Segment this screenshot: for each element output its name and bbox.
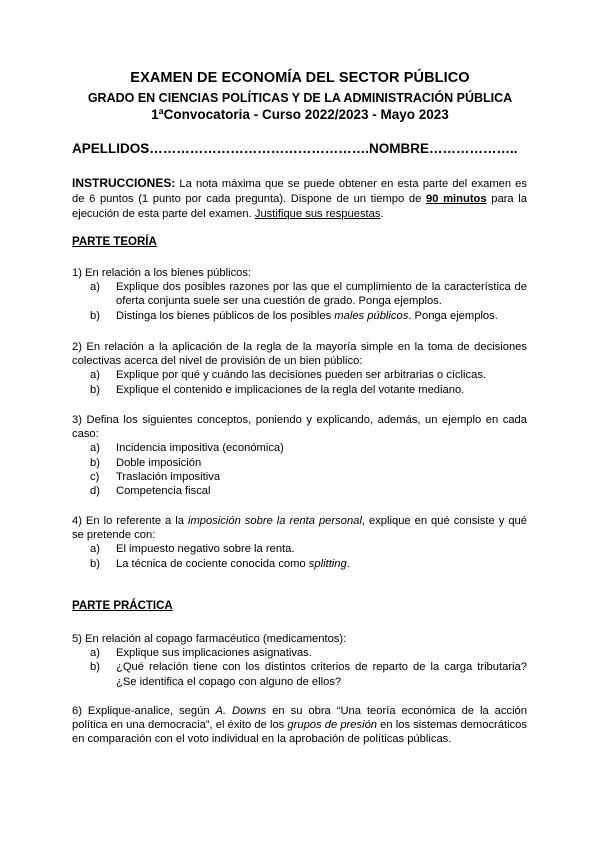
student-names-line: APELLIDOS………………………………………….NOMBRE……………….. bbox=[72, 141, 518, 156]
question-2-item-b bbox=[72, 383, 527, 397]
question-4-item-b bbox=[72, 557, 527, 571]
stem-emphasis: imposición sobre la renta personal bbox=[187, 515, 362, 527]
question-3-item-a bbox=[72, 441, 527, 455]
instructions-end: . bbox=[380, 208, 384, 221]
item-label: a) bbox=[90, 369, 100, 382]
justify-note: Justifique sus respuestas bbox=[254, 208, 381, 221]
item-text: Explique dos posibles razones por las que el cumplimiento de la característica de oferta conjunta suele ser una cuestión de grado. Ponga ejemplos. bbox=[116, 281, 527, 308]
question-1-item-a bbox=[72, 280, 527, 308]
item-text-end: . Ponga ejemplos. bbox=[408, 309, 498, 322]
question-1 bbox=[72, 266, 527, 323]
item-label: b) bbox=[90, 383, 100, 396]
question-3-item-d bbox=[72, 484, 527, 498]
item-emphasis: males públicos bbox=[334, 309, 409, 322]
q6-text-2: en su obra “Una teoría económica de la acción política en una democracia”, el éxito de los bbox=[72, 705, 527, 732]
item-label: b) bbox=[90, 456, 100, 469]
section-theory-heading: PARTE TEORÍA bbox=[72, 236, 157, 248]
item-text: ¿Qué relación tiene con los distintos criterios de reparto de la carga tributaria? ¿Se identifica el copago con alguno de ellos? bbox=[116, 661, 527, 688]
session-line: 1ªConvocatoria - Curso 2022/2023 - Mayo 2023 bbox=[151, 107, 449, 122]
question-1-stem: 1) En relación a los bienes públicos: bbox=[72, 267, 252, 279]
question-2 bbox=[72, 340, 527, 397]
degree-subtitle: GRADO EN CIENCIAS POLÍTICAS Y DE LA ADMINISTRACIÓN PÚBLICA bbox=[87, 91, 513, 105]
item-text: Competencia fiscal bbox=[116, 485, 211, 498]
exam-title: EXAMEN DE ECONOMÍA DEL SECTOR PÚBLICO bbox=[130, 70, 470, 86]
item-label: c) bbox=[90, 470, 100, 483]
question-5-stem: 5) En relación al copago farmacéutico (medicamentos): bbox=[72, 633, 347, 645]
instructions-lead: INSTRUCCIONES: bbox=[72, 176, 176, 190]
question-4-item-a bbox=[72, 542, 527, 556]
item-text: Distinga los bienes públicos de los posibles bbox=[116, 309, 335, 322]
item-text: Traslación impositiva bbox=[116, 470, 221, 483]
question-5-item-a bbox=[72, 646, 527, 660]
q6-emphasis: grupos de presión bbox=[287, 719, 378, 732]
item-emphasis: splitting bbox=[308, 557, 347, 570]
item-label: b) bbox=[90, 557, 100, 570]
item-text: Explique el contenido e implicaciones de la regla del votante mediano. bbox=[116, 383, 465, 396]
item-label: b) bbox=[90, 661, 100, 674]
item-label: a) bbox=[90, 647, 100, 660]
item-text: Incidencia impositiva (económica) bbox=[116, 442, 284, 455]
question-6-text bbox=[72, 704, 527, 747]
q6-author: A. Downs bbox=[215, 705, 267, 717]
item-label: b) bbox=[90, 309, 100, 322]
item-label: a) bbox=[90, 442, 100, 455]
question-3-item-c bbox=[72, 470, 527, 484]
question-4 bbox=[72, 514, 527, 571]
item-label: a) bbox=[90, 543, 100, 556]
question-4-stem bbox=[72, 514, 527, 542]
question-5 bbox=[72, 632, 527, 689]
item-text: Explique sus implicaciones asignativas. bbox=[116, 647, 312, 660]
question-6 bbox=[72, 704, 527, 747]
question-3-stem: 3) Defina los siguientes conceptos, poniendo y explicando, además, un ejemplo en cada caso: bbox=[72, 414, 527, 441]
question-3-item-b bbox=[72, 456, 527, 470]
time-limit: 90 minutos bbox=[426, 193, 487, 206]
question-5-item-b bbox=[72, 660, 527, 688]
question-2-item-a bbox=[72, 368, 527, 382]
item-label: d) bbox=[90, 485, 100, 498]
item-text-end: . bbox=[346, 557, 350, 570]
stem-text-end: , explique en qué consiste y qué se pretende con: bbox=[72, 515, 527, 542]
question-1-item-b bbox=[72, 309, 527, 323]
item-text: Explique por qué y cuándo las decisiones pueden ser arbitrarias o cíclicas. bbox=[116, 369, 487, 382]
item-text: Doble imposición bbox=[116, 456, 202, 469]
q6-text-1: 6) Explique-analice, según bbox=[72, 705, 216, 717]
question-2-stem: 2) En relación a la aplicación de la regla de la mayoría simple en la toma de decisiones colectivas acerca del nivel de provisión de un bien público: bbox=[72, 341, 527, 368]
stem-text: 4) En lo referente a la bbox=[72, 515, 188, 527]
item-label: a) bbox=[90, 281, 100, 294]
q6-text-3: en los sistemas democráticos en comparación con el voto individual en la aprobación de políticas públicas. bbox=[72, 719, 527, 746]
question-3 bbox=[72, 413, 527, 498]
item-text: El impuesto negativo sobre la renta. bbox=[116, 543, 295, 556]
section-practice-heading: PARTE PRÁCTICA bbox=[72, 600, 173, 612]
instructions-text-2: para la ejecución de esta parte del examen. bbox=[72, 193, 528, 221]
instructions-paragraph bbox=[72, 176, 527, 223]
instructions-text-1: La nota máxima que se puede obtener en esta parte del examen es de 6 puntos (1 punto por cada pregunta). Dispone de un tiempo de bbox=[72, 178, 527, 206]
item-text: La técnica de cociente conocida como bbox=[116, 557, 309, 570]
